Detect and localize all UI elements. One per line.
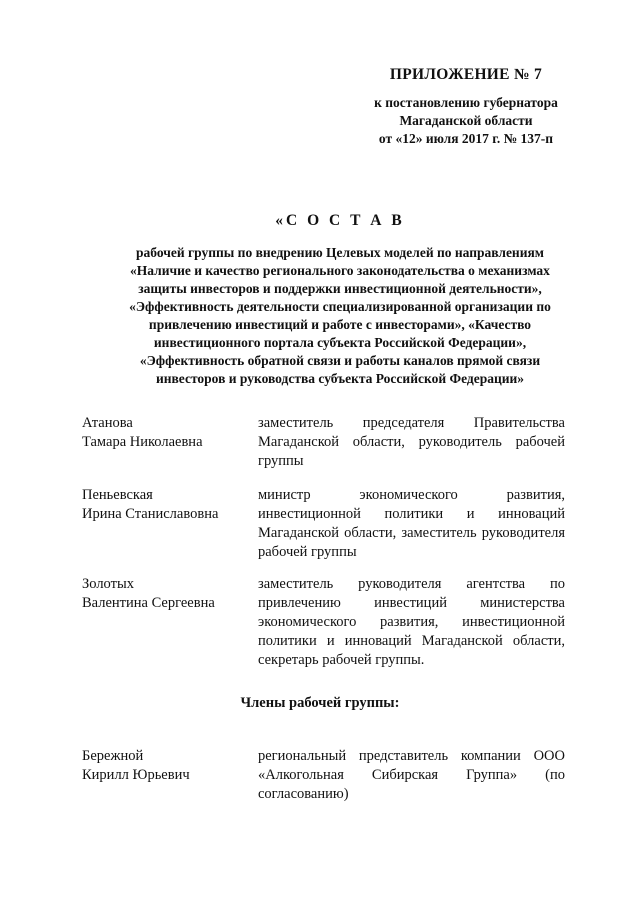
person-role: министр экономического развития, инвестиционной политики и инноваций Магаданской области, заместитель руководителя рабочей группы: [258, 487, 565, 560]
person-given-names: Валентина Сергеевна: [82, 595, 215, 611]
heading-line: «Эффективность обратной связи и работы каналов прямой связи: [139, 353, 541, 368]
heading-line: привлечению инвестиций и работе с инвесторами», «Качество: [148, 317, 532, 332]
person-name: [82, 486, 252, 524]
person-role: заместитель председателя Правительства Магаданской области, руководитель рабочей группы: [258, 415, 565, 469]
heading-line: «Эффективность деятельности специализированной организации по: [129, 299, 551, 314]
heading-line: «Наличие и качество регионального законодательства о механизмах: [130, 263, 550, 278]
appendix-block: [356, 66, 576, 148]
person-given-names: Тамара Николаевна: [82, 434, 203, 450]
person-surname: Золотых: [82, 576, 134, 592]
person-surname: Атанова: [82, 415, 133, 431]
person-surname: Пеньевская: [82, 487, 153, 503]
person-role: заместитель руководителя агентства по привлечению инвестиций министерства экономического развития, инвестиционной политики и инноваций Магаданской области, секретарь рабочей группы.: [258, 576, 565, 668]
person-given-names: Кирилл Юрьевич: [82, 767, 190, 783]
heading-line: рабочей группы по внедрению Целевых моделей по направлениям: [136, 245, 544, 260]
person-surname: Бережной: [82, 748, 144, 764]
members-heading: Члены рабочей группы:: [240, 695, 400, 711]
person-given-names: Ирина Станиславовна: [82, 506, 219, 522]
person-role: региональный представитель компании ООО «Алкогольная Сибирская Группа» (по согласованию): [258, 748, 565, 802]
heading-line: инвесторов и руководства субъекта Российской Федерации»: [155, 371, 525, 386]
appendix-line: от «12» июля 2017 г. № 137-п: [378, 131, 554, 146]
person-name: [82, 414, 252, 452]
person-name: [82, 575, 252, 613]
appendix-title: ПРИЛОЖЕНИЕ № 7: [389, 66, 543, 83]
composition-heading: [60, 212, 620, 388]
heading-line: защиты инвесторов и поддержки инвестиционной деятельности»,: [138, 281, 542, 296]
heading-line: инвестиционного портала субъекта Российской Федерации»,: [153, 335, 527, 350]
appendix-line: к постановлению губернатора: [374, 95, 558, 110]
person-name: [82, 747, 252, 785]
composition-title: «С О С Т А В: [275, 212, 405, 229]
appendix-line: Магаданской области: [399, 113, 533, 128]
